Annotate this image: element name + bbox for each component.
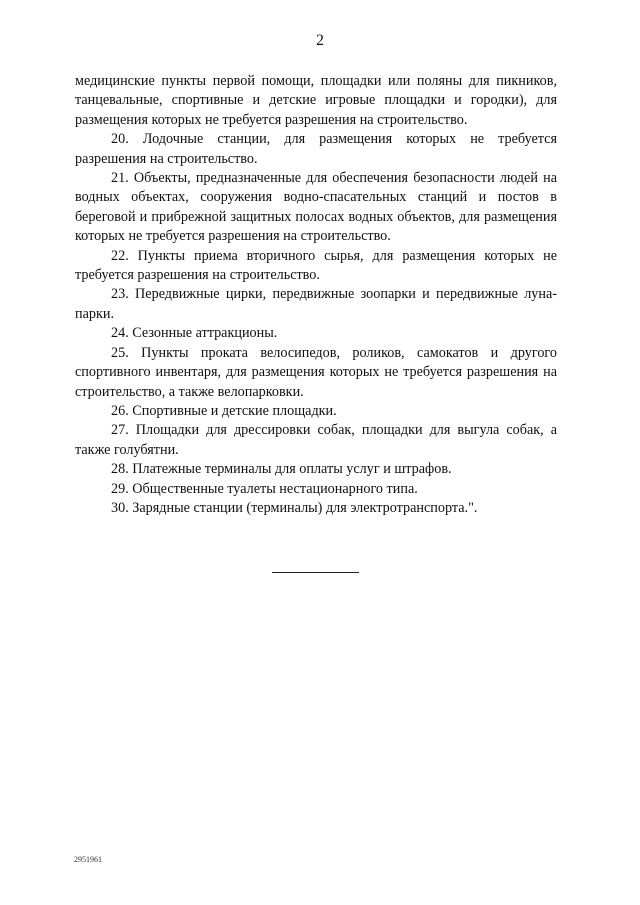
paragraph-item-21: 21. Объекты, предназначенные для обеспечения безопасности людей на водных объектах, сооружения водно-спасательных станций и постов в береговой и прибрежной защитных полосах водных объектов, для размещения которых не требуется разрешения на строительство. [75, 170, 557, 245]
paragraph-item-25: 25. Пункты проката велосипедов, роликов, самокатов и другого спортивного инвентаря, для размещения которых не требуется разрешения на строительство, а также велопарковки. [75, 344, 557, 400]
paragraph-item-23: 23. Передвижные цирки, передвижные зоопарки и передвижные луна-парки. [75, 286, 557, 322]
paragraph-item-27: 27. Площадки для дрессировки собак, площадки для выгула собак, а также голубятни. [75, 422, 557, 458]
end-divider-line [272, 572, 359, 573]
paragraph-item-29: 29. Общественные туалеты нестационарного типа. [111, 480, 418, 497]
document-body [75, 72, 557, 518]
paragraph-item-22: 22. Пункты приема вторичного сырья, для размещения которых не требуется разрешения на строительство. [75, 247, 557, 284]
paragraph-item-30: 30. Зарядные станции (терминалы) для электротранспорта.". [111, 499, 478, 516]
paragraph-item-20: 20. Лодочные станции, для размещения которых не требуется разрешения на строительство. [75, 131, 557, 167]
document-code: 2951961 [74, 855, 102, 864]
paragraph-item-24: 24. Сезонные аттракционы. [111, 325, 278, 342]
page-number: 2 [316, 32, 324, 49]
paragraph-item-26: 26. Спортивные и детские площадки. [111, 402, 337, 419]
paragraph-continuation: медицинские пункты первой помощи, площадки или поляны для пикников, танцевальные, спортивные и детские игровые площадки и городки), для размещения которых не требуется разрешения на строительство. [75, 73, 557, 128]
paragraph-item-28: 28. Платежные терминалы для оплаты услуг и штрафов. [111, 461, 452, 478]
